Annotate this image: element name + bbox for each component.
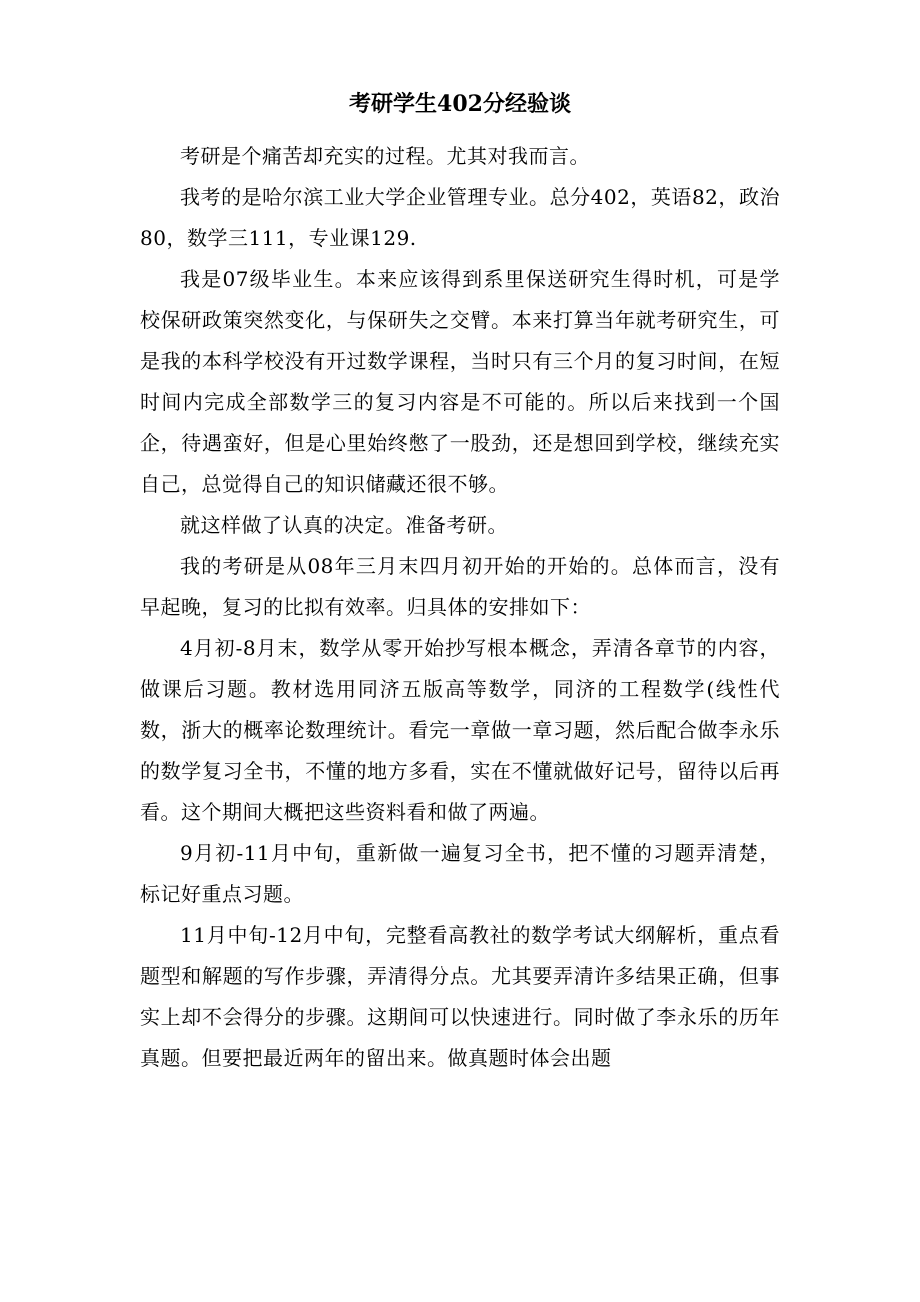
paragraph-scores: 我考的是哈尔滨工业大学企业管理专业。总分402，英语82，政治80，数学三111，专业课129.: [140, 185, 780, 250]
paragraph-decision: 就这样做了认真的决定。准备考研。: [180, 513, 508, 537]
document-body: [140, 136, 780, 1079]
paragraph-schedule-sep-nov: 9月初-11月中旬，重新做一遍复习全书，把不懂的习题弄清楚，标记好重点习题。: [140, 841, 780, 906]
paragraph-schedule-apr-aug: 4月初-8月末，数学从零开始抄写根本概念，弄清各章节的内容，做课后习题。教材选用同济五版高等数学，同济的工程数学(线性代数，浙大的概率论数理统计。看完一章做一章习题，然后配合做李永乐的数学复习全书，不懂的地方多看，实在不懂就做好记号，留待以后再看。这个期间大概把这些资料看和做了两遍。: [140, 636, 780, 824]
paragraph-background: 我是07级毕业生。本来应该得到系里保送研究生得时机，可是学校保研政策突然变化，与保研失之交臂。本来打算当年就考研究生，可是我的本科学校没有开过数学课程，当时只有三个月的复习时间，在短时间内完成全部数学三的复习内容是不可能的。所以后来找到一个国企，待遇蛮好，但是心里始终憋了一股劲，还是想回到学校，继续充实自己，总觉得自己的知识储藏还很不够。: [140, 267, 780, 496]
paragraph-schedule-intro: 我的考研是从08年三月末四月初开始的开始的。总体而言，没有早起晚，复习的比拟有效率。归具体的安排如下：: [140, 554, 780, 619]
document-title: 考研学生402分经验谈: [349, 91, 571, 117]
paragraph-intro: 考研是个痛苦却充实的过程。尤其对我而言。: [180, 144, 590, 168]
paragraph-schedule-nov-dec: 11月中旬-12月中旬，完整看高教社的数学考试大纲解析，重点看题型和解题的写作步骤，弄清得分点。尤其要弄清许多结果正确，但事实上却不会得分的步骤。这期间可以快速进行。同时做了李永乐的历年真题。但要把最近两年的留出来。做真题时体会出题: [140, 923, 780, 1070]
